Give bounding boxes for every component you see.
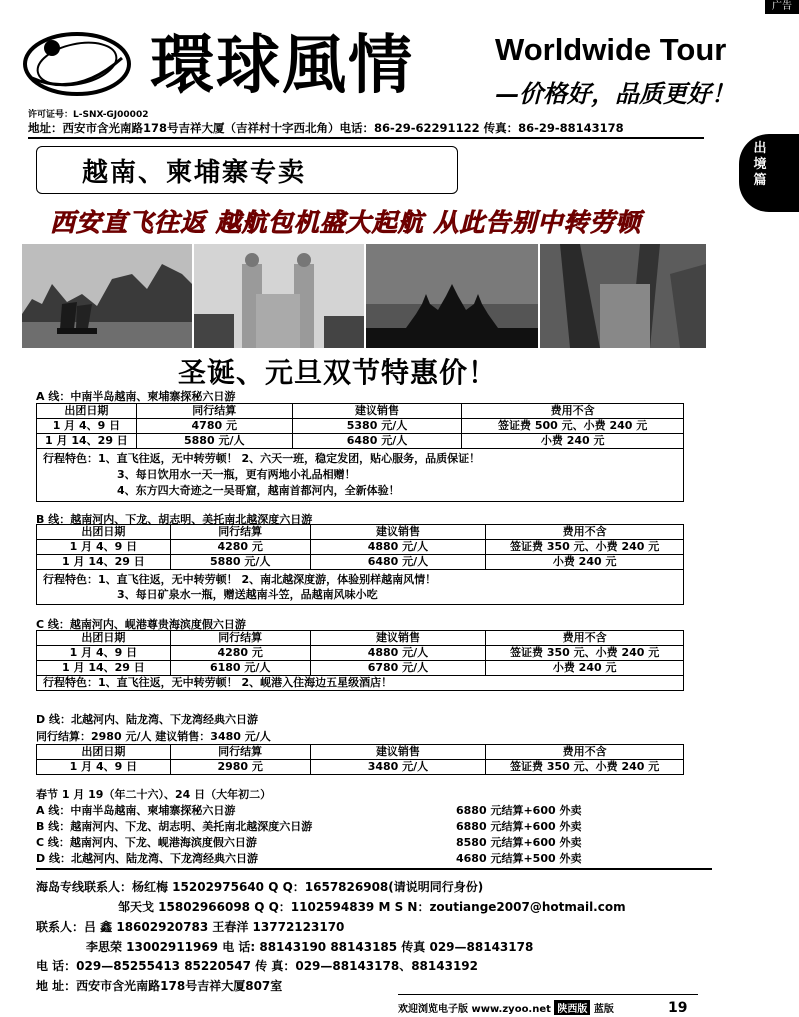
table-cell: 签证费 350 元、小费 240 元 — [486, 760, 684, 775]
footer-bar — [398, 1000, 614, 1015]
globe-logo-icon — [22, 28, 132, 100]
table-row — [37, 540, 684, 555]
contact-line-2: 邹天戈 15802966098 Q Q：1102594839 M S N：zoutiange2007@hotmail.com — [118, 900, 626, 914]
red-banner: 西安直飞往返 越航包机盛大起航 从此告别中转劳顿 — [50, 208, 642, 237]
feature-line: 行程特色：1、直飞往返，无中转劳顿！ 2、岘港入住海边五星级酒店！ — [43, 676, 393, 689]
route-a-title: A 线：中南半岛越南、柬埔寨探秘六日游 — [36, 390, 236, 403]
table-cell: 签证费 350 元、小费 240 元 — [486, 646, 684, 661]
photo-ta-prohm — [540, 244, 706, 348]
brand-name: 環球風情 — [150, 28, 414, 103]
spring-route-c: C 线：越南河内、下龙、岘港海滨度假六日游 — [36, 836, 257, 849]
table-header-cell: 出团日期 — [37, 525, 171, 540]
table-cell: 4780 元 — [136, 419, 292, 434]
table-row — [37, 760, 684, 775]
table-cell: 4280 元 — [170, 540, 310, 555]
table-cell: 小费 240 元 — [486, 555, 684, 570]
table-cell: 1 月 4、9 日 — [37, 760, 171, 775]
table-cell: 6180 元/人 — [170, 661, 310, 676]
route-b-title: B 线：越南河内、下龙、胡志明、美托南北越深度六日游 — [36, 513, 313, 526]
feature-row — [37, 676, 684, 691]
table-cell: 5880 元/人 — [136, 434, 292, 449]
table-header-cell: 费用不含 — [462, 404, 684, 419]
table-cell: 签证费 500 元、小费 240 元 — [462, 419, 684, 434]
table-cell: 1 月 4、9 日 — [37, 646, 171, 661]
headline: 越南、柬埔寨专卖 — [82, 158, 307, 188]
spring-price-d: 4680 元结算+500 外卖 — [456, 852, 582, 865]
route-features — [37, 570, 684, 605]
table-header-cell: 费用不含 — [486, 631, 684, 646]
table-cell: 6480 元/人 — [310, 555, 486, 570]
section-tab-char: 境 — [753, 157, 767, 172]
table-header-cell: 建议销售 — [292, 404, 462, 419]
contact-line-6: 地 址：西安市含光南路178号吉祥大厦807室 — [36, 979, 283, 993]
table-cell: 5880 元/人 — [170, 555, 310, 570]
table-header-cell: 同行结算 — [170, 631, 310, 646]
route-c-title: C 线：越南河内、岘港尊贵海滨度假六日游 — [36, 618, 246, 631]
brand-english-name: Worldwide Tour — [495, 32, 727, 67]
table-row — [37, 419, 684, 434]
table-cell: 1 月 14、29 日 — [37, 661, 171, 676]
spring-title: 春节 1 月 19（年二十六）、24 日（大年初二） — [36, 788, 272, 801]
license-number: 许可证号：L-SNX-GJ00002 — [28, 110, 149, 120]
table-cell: 签证费 350 元、小费 240 元 — [486, 540, 684, 555]
table-cell: 5380 元/人 — [292, 419, 462, 434]
table-row — [37, 434, 684, 449]
route-d-title: D 线：北越河内、陆龙湾、下龙湾经典六日游 — [36, 713, 258, 726]
photo-temple — [194, 244, 364, 348]
feature-line: 4、东方四大奇迹之一吴哥窟，越南首都河内，全新体验！ — [117, 484, 400, 497]
route-d-table — [36, 744, 684, 775]
feature-row — [37, 449, 684, 502]
feature-row — [37, 570, 684, 605]
feature-line: 3、每日饮用水一天一瓶，更有两地小礼品相赠！ — [117, 468, 356, 481]
table-header-cell: 同行结算 — [136, 404, 292, 419]
table-cell: 1 月 4、9 日 — [37, 540, 171, 555]
table-header-cell: 建议销售 — [310, 631, 486, 646]
spring-route-a: A 线：中南半岛越南、柬埔寨探秘六日游 — [36, 804, 236, 817]
table-cell: 2980 元 — [170, 760, 310, 775]
table-cell: 4880 元/人 — [310, 540, 486, 555]
table-row — [37, 661, 684, 676]
table-header-cell: 建议销售 — [310, 525, 486, 540]
table-row — [37, 555, 684, 570]
table-header-cell: 出团日期 — [37, 745, 171, 760]
table-cell: 4280 元 — [170, 646, 310, 661]
header-divider — [28, 137, 704, 139]
photo-halong-bay — [22, 244, 192, 348]
table-header-cell: 费用不含 — [486, 745, 684, 760]
table-header-row — [37, 745, 684, 760]
table-row — [37, 646, 684, 661]
ad-tag: 广告 — [765, 0, 799, 14]
table-cell: 1 月 14、29 日 — [37, 434, 137, 449]
promo-title: 圣诞、元旦双节特惠价！ — [178, 356, 498, 389]
route-features — [37, 676, 684, 691]
spring-price-b: 6880 元结算+600 外卖 — [456, 820, 582, 833]
feature-line: 行程特色：1、直飞往返，无中转劳顿！ 2、南北越深度游，体验别样越南风情！ — [43, 573, 437, 586]
table-cell: 1 月 4、9 日 — [37, 419, 137, 434]
route-b-table — [36, 524, 684, 605]
table-cell: 小费 240 元 — [486, 661, 684, 676]
edition-badge: 陕西版 — [554, 1000, 590, 1015]
table-cell: 6480 元/人 — [292, 434, 462, 449]
spring-route-b: B 线：越南河内、下龙、胡志明、美托南北越深度六日游 — [36, 820, 313, 833]
spring-route-d: D 线：北越河内、陆龙湾、下龙湾经典六日游 — [36, 852, 258, 865]
brand-slogan: —价格好，品质更好！ — [495, 79, 735, 108]
table-cell: 4880 元/人 — [310, 646, 486, 661]
table-header-cell: 同行结算 — [170, 745, 310, 760]
route-a-table — [36, 403, 684, 502]
company-address: 地址：西安市含光南路178号吉祥大厦（吉祥村十字西北角）电话：86-29-62291122 传真：86-29-88143178 — [28, 121, 624, 135]
route-features — [37, 449, 684, 502]
spring-price-c: 8580 元结算+600 外卖 — [456, 836, 582, 849]
table-header-row — [37, 631, 684, 646]
spring-price-a: 6880 元结算+600 外卖 — [456, 804, 582, 817]
page-number: 19 — [668, 1000, 688, 1016]
contact-line-1: 海岛专线联系人：杨红梅 15202975640 Q Q：1657826908(请说明同行身份) — [36, 880, 484, 894]
table-header-cell: 建议销售 — [310, 745, 486, 760]
table-header-cell: 同行结算 — [170, 525, 310, 540]
route-d-price-line: 同行结算：2980 元/人 建议销售：3480 元/人 — [36, 730, 271, 743]
table-header-cell: 出团日期 — [37, 631, 171, 646]
table-header-row — [37, 525, 684, 540]
contact-line-5: 电 话：029—85255413 85220547 传 真：029—88143178、88143192 — [36, 959, 478, 973]
table-cell: 3480 元/人 — [310, 760, 486, 775]
table-cell: 小费 240 元 — [462, 434, 684, 449]
table-cell: 1 月 14、29 日 — [37, 555, 171, 570]
contacts-divider — [36, 868, 712, 870]
photo-angkor-wat — [366, 244, 538, 348]
feature-line: 3、每日矿泉水一瓶，赠送越南斗笠，品越南风味小吃 — [117, 588, 378, 601]
feature-line: 行程特色：1、直飞往返，无中转劳顿！ 2、六天一班，稳定发团，贴心服务，品质保证！ — [43, 452, 481, 465]
table-cell: 6780 元/人 — [310, 661, 486, 676]
table-header-cell: 出团日期 — [37, 404, 137, 419]
table-header-row — [37, 404, 684, 419]
contact-line-4: 李思荣 13002911969 电 话: 88143190 88143185 传真 029—88143178 — [86, 940, 534, 954]
footer-text: 欢迎浏览电子版 www.zyoo.net — [398, 1004, 551, 1015]
route-c-table — [36, 630, 684, 691]
edition-label: 蓝版 — [593, 1004, 614, 1015]
table-header-cell: 费用不含 — [486, 525, 684, 540]
section-tab-char: 篇 — [753, 173, 767, 188]
section-tab-char: 出 — [753, 141, 767, 156]
contact-line-3: 联系人：吕 鑫 18602920783 王春洋 13772123170 — [36, 920, 345, 934]
section-tab — [739, 134, 799, 212]
footer-rule — [398, 994, 698, 995]
